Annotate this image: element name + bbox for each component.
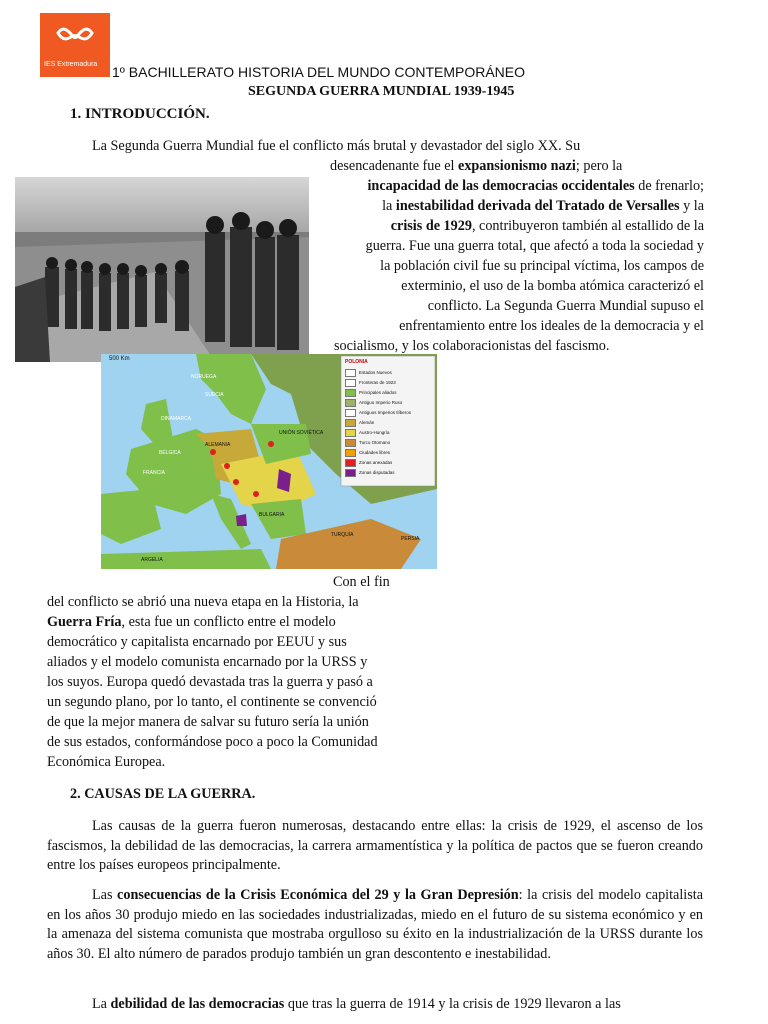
map-legend-item bbox=[345, 458, 411, 468]
intro-line: socialismo, y los colaboracionistas del fascismo. bbox=[334, 338, 610, 354]
legend-swatch bbox=[345, 389, 356, 397]
causes-paragraph: Las causas de la guerra fueron numerosas, destacando entre ellas: la crisis de 1929, el ascenso de los fascismos, la debilidad de las democracias, la carrera armamentística y la política de pactos que se fueron creando entre los países europeos principalmente. bbox=[47, 818, 703, 873]
legend-swatch bbox=[345, 439, 356, 447]
map-label-francia: FRANCIA bbox=[143, 470, 165, 476]
map-label-dinamarca: DINAMARCA bbox=[161, 416, 192, 422]
section-heading-intro: 1. INTRODUCCIÓN. bbox=[70, 106, 210, 122]
intro-line: conflicto. La Segunda Guerra Mundial supuso el bbox=[427, 298, 704, 314]
intro-line: exterminio, el uso de la bomba atómica caracterizó el bbox=[401, 278, 704, 294]
intro-line: enfrentamiento entre los ideales de la democracia y el bbox=[399, 318, 704, 334]
school-logo bbox=[40, 13, 110, 77]
legend-label: Zonas disputadas bbox=[359, 470, 395, 475]
legend-label: Zonas anexadas bbox=[359, 460, 393, 465]
intro-line: la población civil fue su principal víctima, los campos de bbox=[380, 258, 704, 274]
legend-swatch bbox=[345, 379, 356, 387]
legend-label: Fronteras de 1923 bbox=[359, 380, 396, 385]
map-label-belgica: BÉLGICA bbox=[159, 450, 181, 456]
legend-swatch bbox=[345, 409, 356, 417]
legend-label: Principales aliados bbox=[359, 390, 397, 395]
intro-line: guerra. Fue una guerra total, que afectó a toda la sociedad y bbox=[365, 238, 704, 254]
legend-swatch bbox=[345, 419, 356, 427]
map-legend-title: POLONIA bbox=[345, 359, 368, 365]
map-legend bbox=[345, 368, 411, 478]
legend-label: Alemán bbox=[359, 420, 375, 425]
intro-line: del conflicto se abrió una nueva etapa en la Historia, la bbox=[47, 594, 359, 610]
map-legend-item bbox=[345, 468, 411, 478]
intro-line: de sus estados, conformándose poco a poco la Comunidad bbox=[47, 734, 378, 750]
map-label-argelia: ARGELIA bbox=[141, 557, 163, 563]
intro-line: Económica Europea. bbox=[47, 754, 166, 770]
legend-label: Ciudades libres bbox=[359, 450, 391, 455]
map-legend-item bbox=[345, 378, 411, 388]
map-legend-item bbox=[345, 448, 411, 458]
intro-line: incapacidad de las democracias occidentales de frenarlo; bbox=[367, 178, 704, 194]
legend-label: Antiguos Imperios Ilíberos bbox=[359, 410, 412, 415]
legend-swatch bbox=[345, 449, 356, 457]
intro-line: crisis de 1929, contribuyeron también al estallido de la bbox=[390, 218, 704, 234]
legend-swatch bbox=[345, 429, 356, 437]
map-legend-item bbox=[345, 418, 411, 428]
ww2-troops-photo bbox=[15, 177, 309, 362]
intro-line: aliados y el modelo comunista encarnado por la URSS y bbox=[47, 654, 368, 670]
intro-line: Guerra Fría, esta fue un conflicto entre el modelo bbox=[47, 614, 336, 630]
map-label-persia: PERSIA bbox=[401, 536, 420, 542]
map-legend-item bbox=[345, 438, 411, 448]
map-label-noruega: NORUEGA bbox=[191, 374, 217, 380]
course-header: 1º BACHILLERATO HISTORIA DEL MUNDO CONTEMPORÁNEO bbox=[112, 64, 526, 80]
legend-label: Antiguo Imperio Ruso bbox=[359, 400, 403, 405]
democracies-paragraph: La debilidad de las democracias que tras la guerra de 1914 y la crisis de 1929 llevaron a las bbox=[92, 996, 621, 1012]
legend-swatch bbox=[345, 469, 356, 477]
map-scale: 500 Km bbox=[109, 356, 130, 362]
intro-line: la inestabilidad derivada del Tratado de Versalles y la bbox=[382, 198, 704, 214]
europe-map bbox=[101, 354, 437, 569]
section-heading-causes: 2. CAUSAS DE LA GUERRA. bbox=[70, 786, 256, 802]
map-legend-item bbox=[345, 368, 411, 378]
legend-swatch bbox=[345, 369, 356, 377]
intro-line: Con el fin bbox=[333, 574, 390, 590]
map-label-suecia: SUECIA bbox=[205, 392, 224, 398]
map-label-bulgaria: BULGARIA bbox=[259, 512, 285, 518]
intro-line: de que la mejor manera de salvar su futuro sería la unión bbox=[47, 714, 369, 730]
map-legend-item bbox=[345, 398, 411, 408]
intro-line: desencadenante fue el expansionismo nazi; pero la bbox=[330, 158, 623, 174]
map-label-alemania: ALEMANIA bbox=[205, 442, 231, 448]
legend-label: Austro-Hungría bbox=[359, 430, 390, 435]
map-legend-item bbox=[345, 408, 411, 418]
intro-line: La Segunda Guerra Mundial fue el conflicto más brutal y devastador del siglo XX. Su bbox=[92, 138, 581, 154]
map-label-urss: UNIÓN SOVIÉTICA bbox=[279, 430, 324, 436]
map-label-turquia: TURQUÍA bbox=[331, 532, 354, 538]
legend-label: Turco Otomano bbox=[359, 440, 391, 445]
map-legend-item bbox=[345, 388, 411, 398]
logo-text: IES Extremadura bbox=[44, 61, 98, 68]
document-title: SEGUNDA GUERRA MUNDIAL 1939-1945 bbox=[248, 84, 515, 99]
intro-line: democrático y capitalista encarnado por EEUU y sus bbox=[47, 634, 347, 650]
legend-label: Estados Nuevos bbox=[359, 370, 392, 375]
intro-line: un segundo plano, por lo tanto, el continente se convenció bbox=[47, 694, 377, 710]
legend-swatch bbox=[345, 399, 356, 407]
map-legend-item bbox=[345, 428, 411, 438]
legend-swatch bbox=[345, 459, 356, 467]
intro-line: los suyos. Europa quedó devastada tras la guerra y pasó a bbox=[47, 674, 373, 690]
crisis-paragraph: Las consecuencias de la Crisis Económica del 29 y la Gran Depresión: la crisis del modelo capitalista en los años 30 produjo miedo en las sociedades industrializadas, miedo en el futuro de su sistema económico y en la amenaza del sistema comunista que mostraba orgulloso su éxito en la industrialización de la URSS durante los años 30. El alto número de parados produjo también un gran descontento e inestabilidad. bbox=[47, 887, 703, 962]
